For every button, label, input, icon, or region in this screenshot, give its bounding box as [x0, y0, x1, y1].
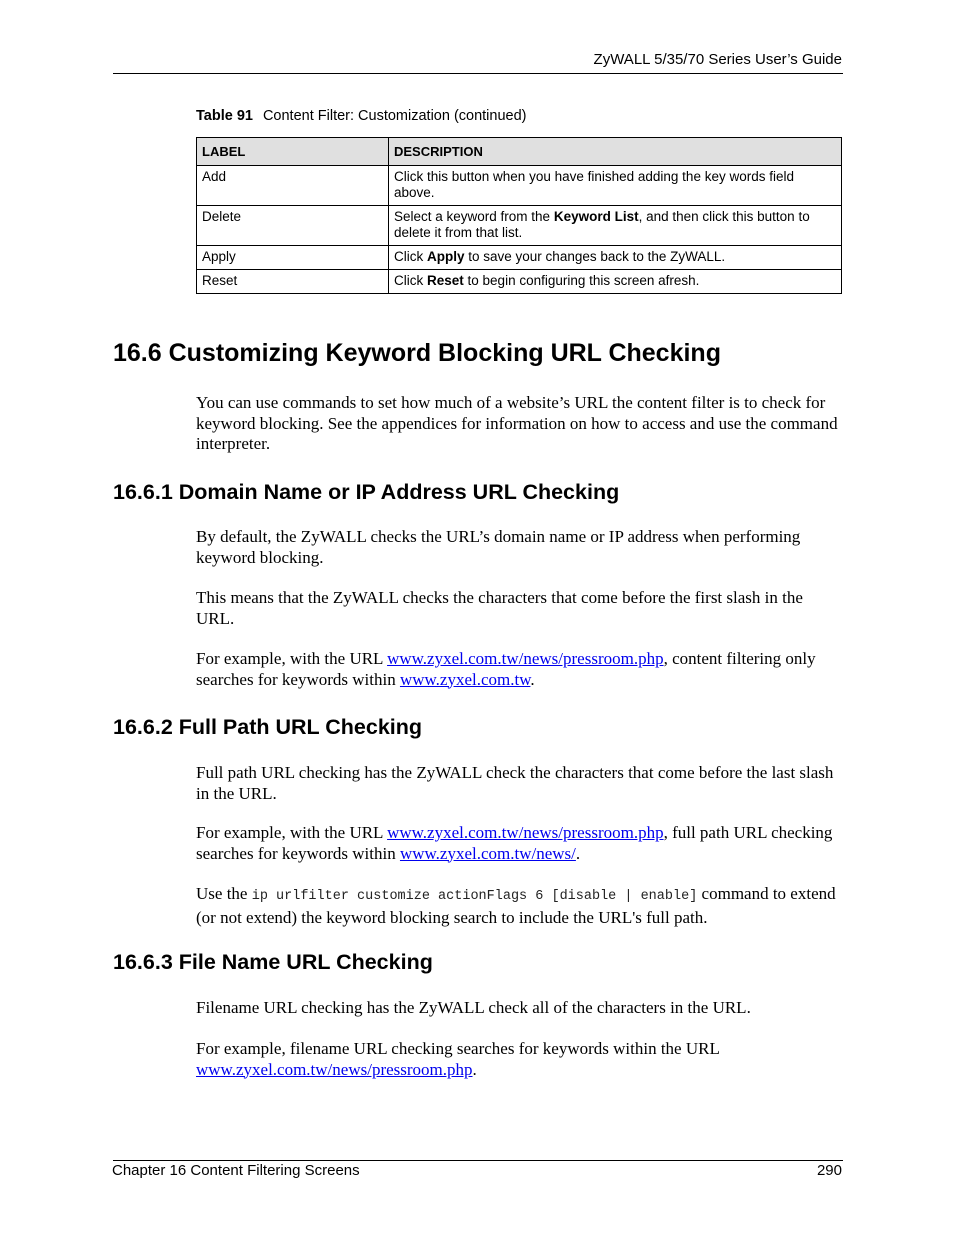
section-heading: 16.6 Customizing Keyword Blocking URL Checking	[113, 339, 721, 367]
table-row	[197, 166, 842, 206]
url-link[interactable]: www.zyxel.com.tw/news/pressroom.php	[196, 1059, 473, 1079]
header-rule	[113, 73, 843, 74]
command-text: ip urlfilter customize actionFlags 6 [disable | enable]	[251, 889, 698, 904]
ui-term: Keyword List	[553, 209, 639, 224]
table-header-row	[197, 138, 842, 166]
row-description: Click Apply to save your changes back to the ZyWALL.	[389, 246, 842, 270]
row-description: Click this button when you have finished adding the key words field above.	[389, 166, 842, 206]
subsection-heading-file-name: 16.6.3 File Name URL Checking	[113, 950, 433, 974]
url-link[interactable]: www.zyxel.com.tw/news/pressroom.php	[387, 823, 664, 842]
subsection-heading-full-path: 16.6.2 Full Path URL Checking	[113, 715, 423, 739]
row-label: Apply	[197, 246, 389, 270]
url-link[interactable]: www.zyxel.com.tw/news/	[399, 843, 576, 863]
paragraph: Full path URL checking has the ZyWALL check the characters that come before the last slash in the URL.	[196, 763, 834, 803]
table-caption-label: Table 91	[196, 108, 253, 124]
subsection-heading-domain: 16.6.1 Domain Name or IP Address URL Checking	[113, 480, 620, 504]
page-number: 290	[816, 1162, 842, 1179]
customization-table	[196, 137, 842, 294]
row-description: Click Reset to begin configuring this screen afresh.	[389, 270, 842, 294]
paragraph: For example, filename URL checking searches for keywords within the URL www.zyxel.com.tw/news/pressroom.php.	[196, 1039, 720, 1079]
row-label: Delete	[197, 206, 389, 246]
guide-title: ZyWALL 5/35/70 Series User’s Guide	[593, 51, 842, 68]
ui-term: Apply	[427, 249, 465, 264]
url-link[interactable]: www.zyxel.com.tw	[399, 669, 531, 689]
table-row	[197, 246, 842, 270]
table-header-label: LABEL	[197, 138, 389, 166]
paragraph: This means that the ZyWALL checks the characters that come before the first slash in the URL.	[196, 588, 803, 628]
table-caption-title: Content Filter: Customization (continued)	[262, 108, 527, 124]
ui-term: Reset	[427, 273, 464, 288]
table-header-description: DESCRIPTION	[389, 138, 842, 166]
paragraph: For example, with the URL www.zyxel.com.tw/news/pressroom.php, content filtering only searches for keywords within www.zyxel.com.tw.	[196, 649, 816, 689]
section-intro: You can use commands to set how much of a website’s URL the content filter is to check for keyword blocking. See the appendices for information on how to access and use the command interpreter.	[196, 393, 838, 453]
url-link[interactable]: www.zyxel.com.tw/news/pressroom.php	[387, 649, 664, 668]
footer-chapter: Chapter 16 Content Filtering Screens	[112, 1162, 360, 1179]
paragraph: By default, the ZyWALL checks the URL’s domain name or IP address when performing keyword blocking.	[196, 527, 801, 567]
table-row	[197, 270, 842, 294]
paragraph: Filename URL checking has the ZyWALL check all of the characters in the URL.	[196, 998, 751, 1017]
table-caption	[196, 108, 527, 124]
row-description: Select a keyword from the Keyword List, and then click this button to delete it from that list.	[389, 206, 842, 246]
row-label: Reset	[197, 270, 389, 294]
paragraph: For example, with the URL www.zyxel.com.tw/news/pressroom.php, full path URL checking searches for keywords within www.zyxel.com.tw/news/.	[196, 823, 833, 863]
paragraph: Use the ip urlfilter customize actionFlags 6 [disable | enable] command to extend (or not extend) the keyword blocking search to include the URL's full path.	[196, 884, 836, 927]
row-label: Add	[197, 166, 389, 206]
table-row	[197, 206, 842, 246]
footer-rule	[113, 1160, 843, 1161]
